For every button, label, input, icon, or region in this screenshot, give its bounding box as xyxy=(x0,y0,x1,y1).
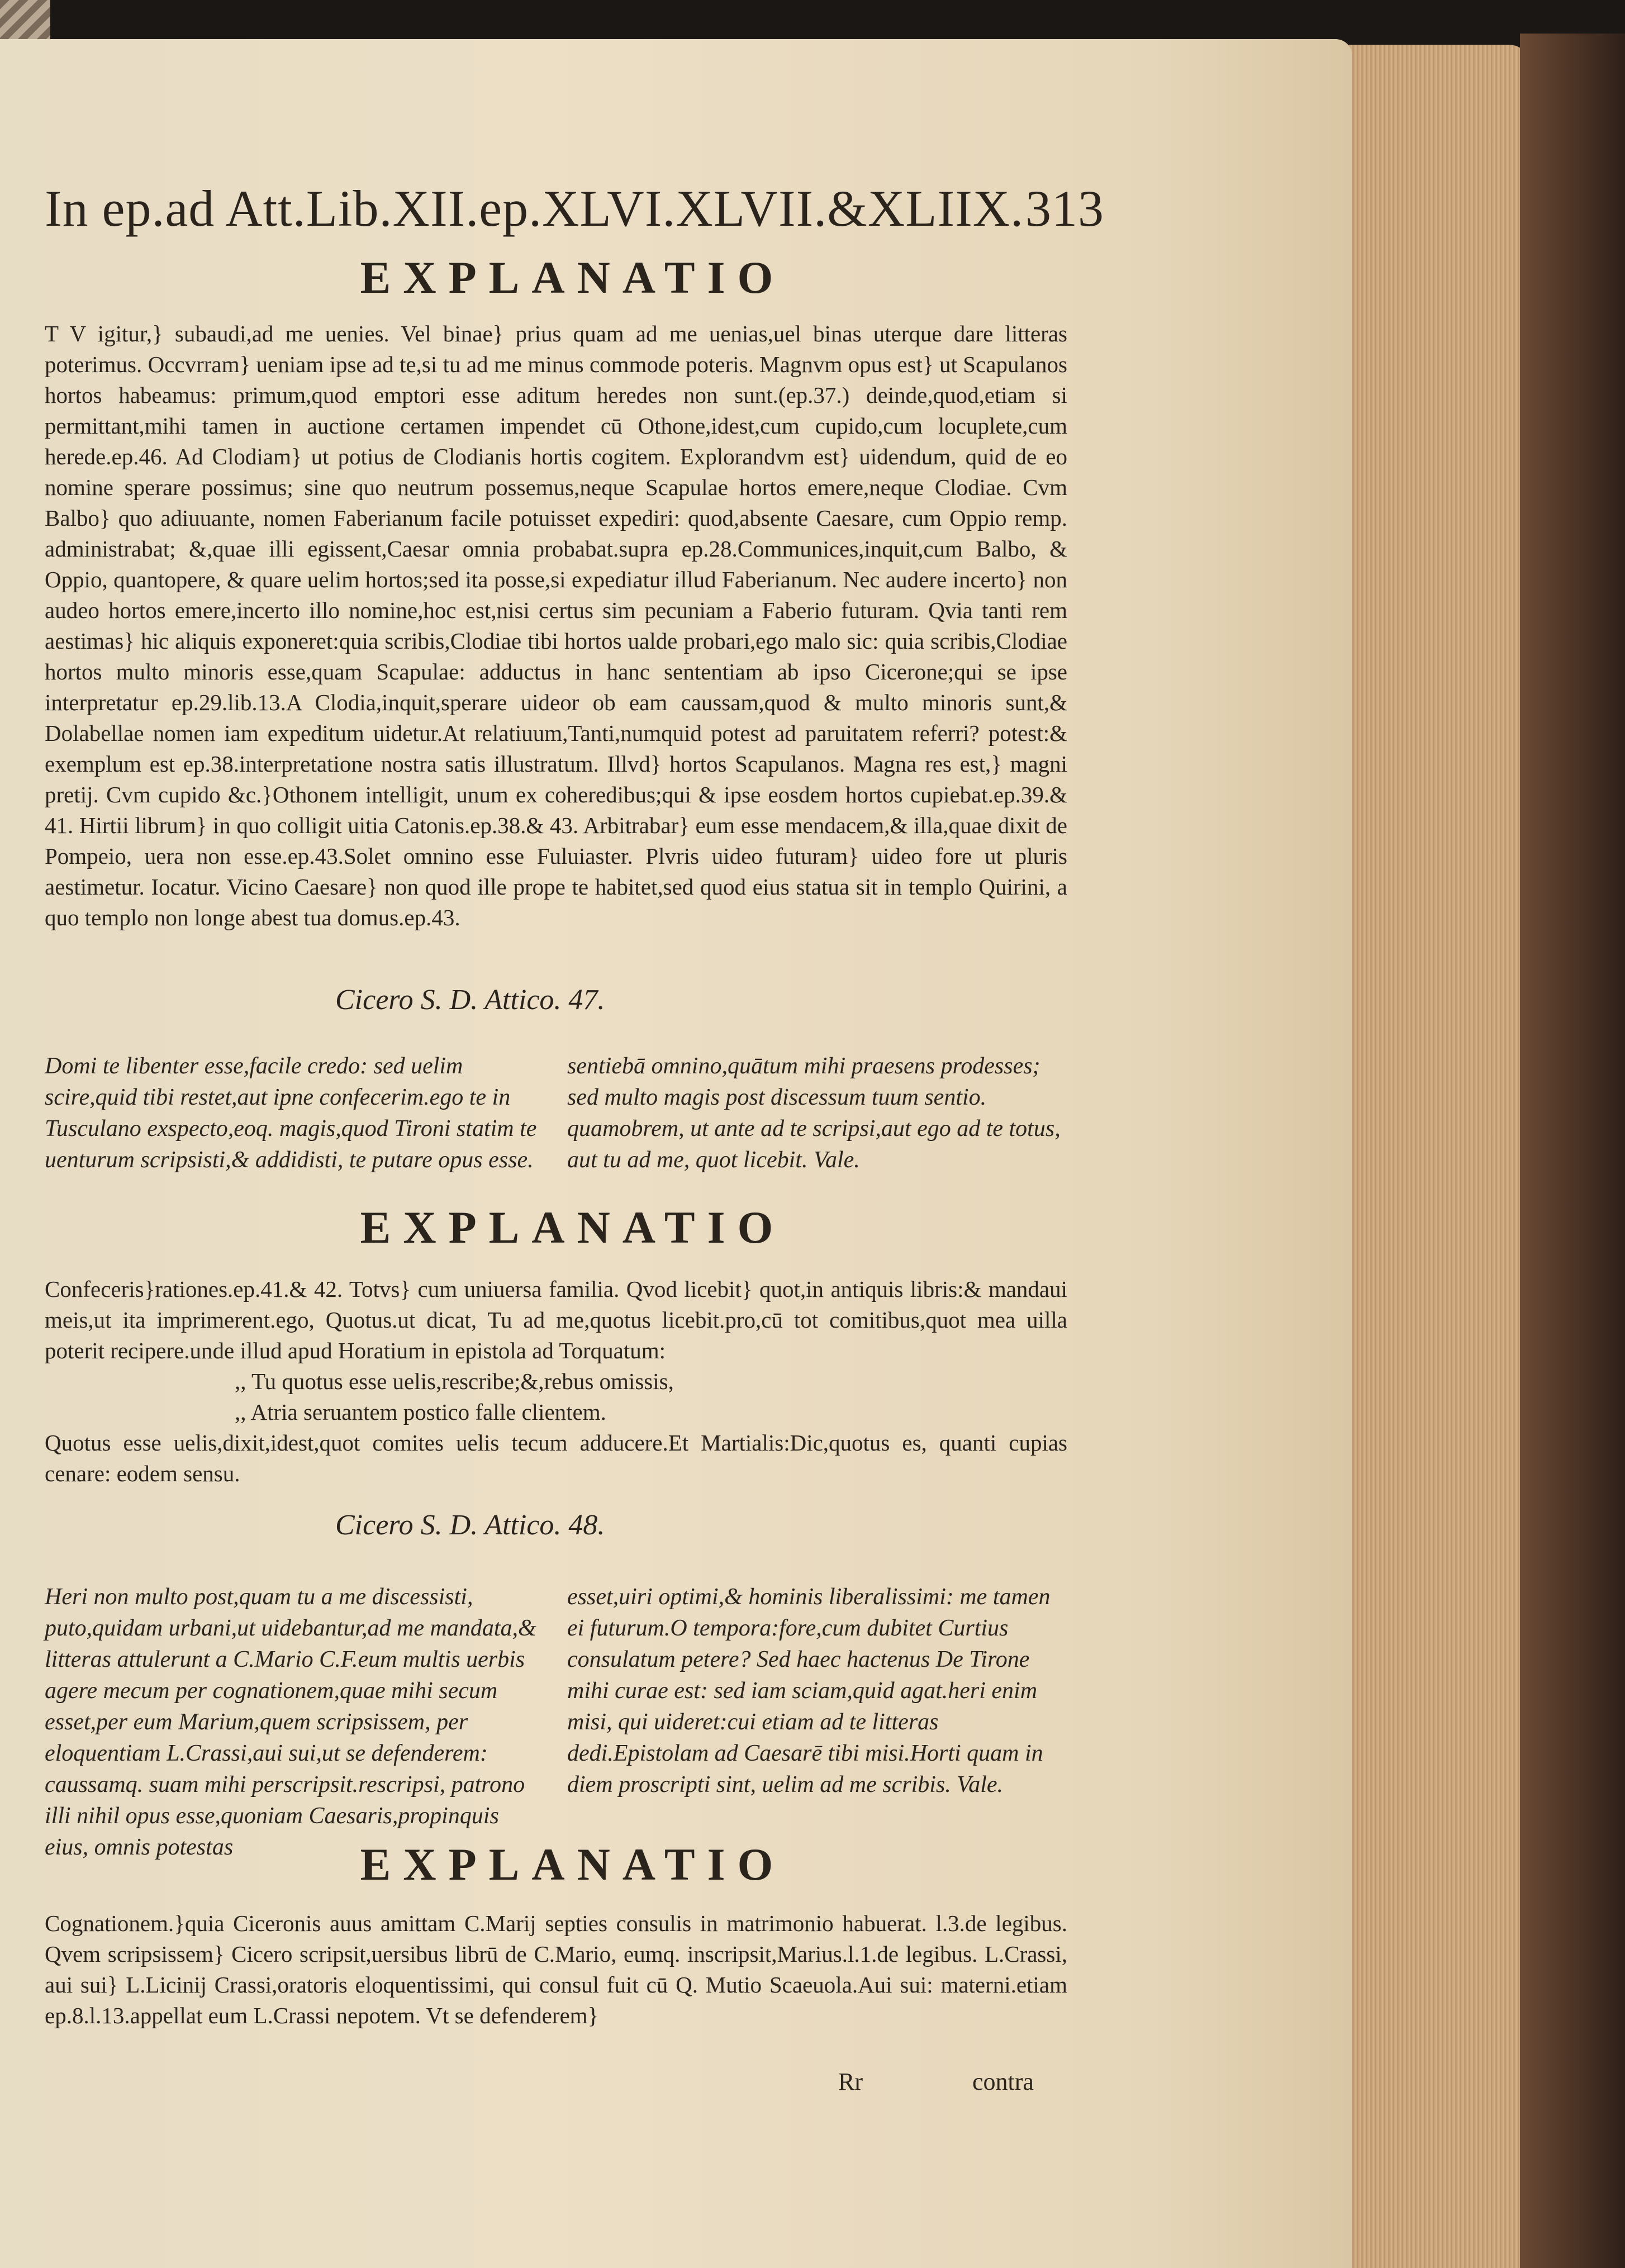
section-heading-3: EXPLANATIO xyxy=(360,1839,786,1890)
book-cover xyxy=(1520,34,1625,2268)
commentary-text-2: Confeceris}rationes.ep.41.& 42. Totvs} cum uniuersa familia. Qvod licebit} quot,in antiquis libris:& mandaui meis,ut ita imprimerent.ego, Quotus.ut dicat, Tu ad me,quotus licebit.pro,cū tot comitibus,quot mea uilla poterit recipere.unde illud apud Horatium in epistola ad Torquatum: xyxy=(45,1276,1067,1363)
horace-quote-line-1: ,, Tu quotus esse uelis,rescribe;&,rebus omissis, xyxy=(235,1368,674,1394)
letter-47-column-left xyxy=(45,1050,545,1176)
running-header-title: In ep.ad Att.Lib.XII.ep.XLVI.XLVII.&XLIIX. xyxy=(45,180,1024,237)
letter-48-body xyxy=(45,1581,1067,1863)
letter-48-column-right xyxy=(567,1581,1067,1863)
section-heading-2: EXPLANATIO xyxy=(360,1202,786,1253)
horace-quote-line-2: ,, Atria seruantem postico falle clientem. xyxy=(235,1399,606,1425)
letter-47-column-right xyxy=(567,1050,1067,1176)
letter-48-text-right: esset,uiri optimi,& hominis liberalissimi: me tamen ei futurum.O tempora:fore,cum dubitet Curtius consulatum petere? Sed haec hactenus De Tirone mihi curae est: sed iam sciam,quid agat.heri enim misi, qui uideret:cui etiam ad te litteras dedi.Epistolam ad Caesarē tibi misi.Horti quam in diem proscripti sint, uelim ad me scribis. Vale. xyxy=(567,1584,1051,1798)
letter-48-column-left xyxy=(45,1581,545,1863)
catchword: contra xyxy=(972,2068,1034,2095)
page-number: 313 xyxy=(1025,180,1104,237)
signature-mark: Rr xyxy=(838,2068,863,2095)
letter-title-47: Cicero S. D. Attico. 47. xyxy=(335,984,605,1016)
letter-47-body xyxy=(45,1050,1067,1176)
commentary-text-2b: Quotus esse uelis,dixit,idest,quot comites uelis tecum adducere.Et Martialis:Dic,quotus es, quanti cupias cenare: eodem sensu. xyxy=(45,1430,1067,1486)
commentary-paragraph-2 xyxy=(45,1274,1067,1489)
letter-48-text-left: Heri non multo post,quam tu a me discessisti, puto,quidam urbani,ut uidebantur,ad me mandata,& litteras attulerunt a C.Mario C.F.eum multis uerbis agere mecum per cognationem,quae mihi secum esset,per eum Marium,quem scripsissem, per eloquentiam L.Crassi,aui sui,ut se defenderem: caussamq. suam mihi perscripsit.rescripsi, patrono illi nihil opus esse,quoniam Caesaris,propinquis eius, omnis potestas xyxy=(45,1584,536,1860)
running-header xyxy=(45,179,1104,238)
commentary-paragraph-3 xyxy=(45,1908,1067,2031)
letter-47-text-left: Domi te libenter esse,facile credo: sed uelim scire,quid tibi restet,aut ipne confecerim.ego te in Tusculano exspecto,eoq. magis,quod Tironi statim te uenturum scripsisti,& addidisti, te putare opus esse. xyxy=(45,1053,537,1173)
book-page xyxy=(0,39,1352,2268)
letter-47-text-right: sentiebā omnino,quātum mihi praesens prodesses; sed multo magis post discessum tuum sentio. quamobrem, ut ante ad te scripsi,aut ego ad te totus, aut tu ad me, quot licebit. Vale. xyxy=(567,1053,1061,1173)
section-heading-1: EXPLANATIO xyxy=(360,252,786,303)
page-edges xyxy=(1341,45,1531,2268)
commentary-text-3: Cognationem.}quia Ciceronis auus amittam C.Marij septies consulis in matrimonio habuerat. l.3.de legibus. Qvem scripsissem} Cicero scripsit,uersibus librū de C.Mario, eumq. inscripsit,Marius.l.1.de legibus. L.Crassi, aui sui} L.Licinij Crassi,oratoris eloquentissimi, qui consul fuit cū Q. Mutio Scaeuola.Aui sui: materni.etiam ep.8.l.13.appellat eum L.Crassi nepotem. Vt se defenderem} xyxy=(45,1910,1067,2028)
commentary-text-1: T V igitur,} subaudi,ad me uenies. Vel binae} prius quam ad me uenias,uel binas uterque dare litteras poterimus. Occvrram} ueniam ipse ad te,si tu ad me minus commode poteris. Magnvm opus est} ut Scapulanos hortos habeamus: primum,quod emptori esse aditum heredes non sunt.(ep.37.) deinde,quod,etiam si permittant,mihi tamen in auctione certamen impendet cū Othone,idest,cum cupido,cum locuplete,cum herede.ep.46. Ad Clodiam} ut potius de Clodianis hortis cogitem. Explorandvm est} uidendum, quid de eo nomine sperare possimus; sine quo neutrum possemus,neque Scapulae hortos emere,neque Clodiae. Cvm Balbo} quo adiuuante, nomen Faberianum facile potuisset expediri: quod,absente Caesare, cum Oppio remp. administrabat; &,quae illi egissent,Caesar omnia probabat.supra ep.28.Communices,inquit,cum Balbo, & Oppio, quantopere, & quare uelim hortos;sed ita posse,si expediatur illud Faberianum. Nec audere incerto} non audeo hortos emere,incerto illo nomine,hoc est,nisi certus sim pecuniam a Faberio futuram. Qvia tanti rem aestimas} hic aliquis exponeret:quia scribis,Clodiae tibi hortos ualde probari,ego malo sic: quia scribis,Clodiae hortos multo minoris esse,quam Scapulae: adductus in hanc sententiam ab ipso Cicerone;qui se ipse interpretatur ep.29.lib.13.A Clodia,inquit,sperare uideor ob eam caussam,quod & multo minoris sunt,& Dolabellae nomen iam expeditum uidetur.At relatiuum,Tanti,numquid potest ad paruitatem referri? potest:& exemplum est ep.38.interpretatione nostra satis illustratum. Illvd} hortos Scapulanos. Magna res est,} magni pretij. Cvm cupido &c.}Othonem intelligit, unum ex coheredibus;qui & ipse eosdem hortos cupiebat.ep.39.& 41. Hirtii librum} in quo colligit uitia Catonis.ep.38.& 43. Arbitrabar} eum esse mendacem,& illa,quae dixit de Pompeio, uera non esse.ep.43.Solet omnino esse Fuluiaster. Plvris uideo futuram} uideo fore ut pluris aestimetur. Iocatur. Vicino Caesare} non quod ille prope te habitet,sed quod eius statua sit in templo Quirini, a quo templo non longe abest tua domus.ep.43. xyxy=(45,321,1067,930)
commentary-paragraph-1 xyxy=(45,318,1067,933)
letter-title-48: Cicero S. D. Attico. 48. xyxy=(335,1509,605,1541)
